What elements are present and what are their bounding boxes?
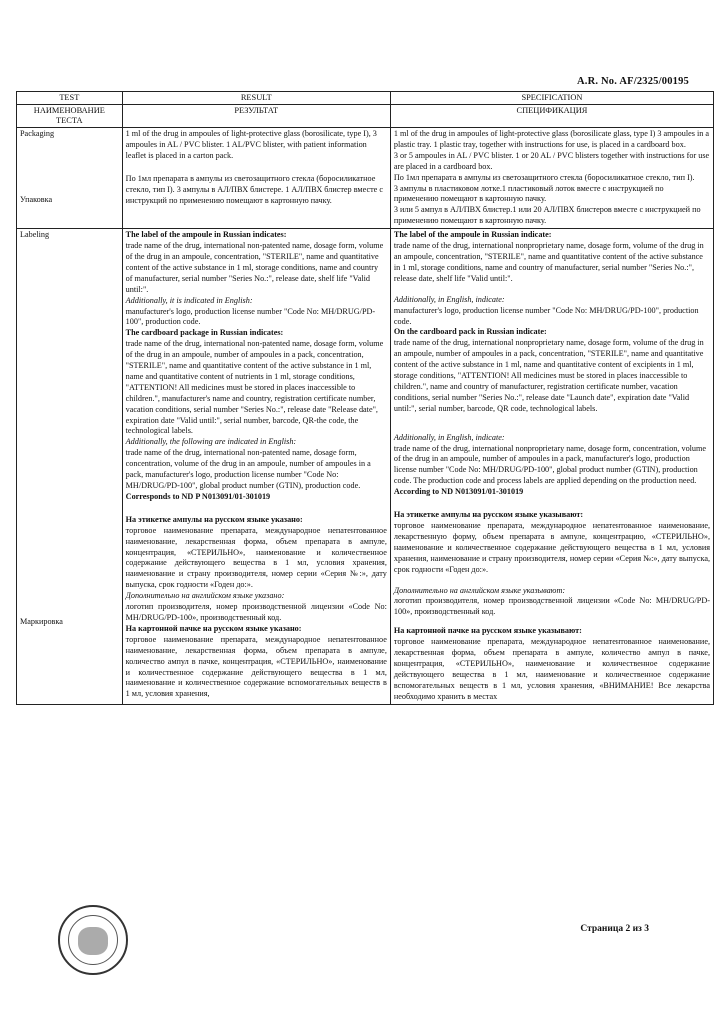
spec-english-1: manufacturer's logo, production license number "Code No: MH/DRUG/PD-100", production code. [393,305,699,326]
header-row-en [17,92,714,105]
labeling-spec-cell [390,229,713,704]
result-ru-ampoule-text: торговое наименование препарата, международное непатентованное наименование, лекарственная форма, объем препарата в ампуле, концентрация, «СТЕРИЛЬНО», наименование и количественное содержание действующего вещества в 1 мл, условия хранения, наименование и страну производителя, номер серии «Серия №:», дату выпуска, срок годности «Годен до:». [125,525,387,590]
result-ru-additionally: Дополнительно на английском языке указано: [125,591,285,601]
labeling-label-ru: Маркировка [20,617,63,627]
spec-additionally-2: Additionally, in English, indicate: [393,432,505,442]
result-ru-english: логотип производителя, номер производственной лицензии «Code No: MH/DRUG/PD-100», производственный код. [125,602,387,622]
spec-ru-ampoule-heading: На этикетке ампулы на русском языке указывают: [393,510,584,520]
packaging-spec-ru-1: По 1мл препарата в ампулы из светозащитного стекла (боросиликатное стекло, тип I). [393,172,695,182]
spec-cardboard-heading: On the cardboard pack in Russian indicate: [393,327,547,337]
spec-ru-carton-text: торговое наименование препарата, международное непатентованное наименование, лекарственная форма, объем препарата в ампуле, количество ампул в пачке, концентрация, «СТЕРИЛЬНО», наименование и количественное содержание действующего вещества в 1 мл, наименование и количественное содержание вспомогательных веществ в 1 мл, условия хранения, «ВНИМАНИЕ! Все лекарства необходимо хранить в местах [393,637,710,701]
packaging-spec-cell [390,128,713,229]
labeling-result-cell [122,229,390,704]
result-cardboard-heading: The cardboard package in Russian indicates: [125,328,284,338]
header-test-ru: НАИМЕНОВАНИЕ ТЕСТА [17,105,123,128]
packaging-label-ru: Упаковка [20,194,53,204]
page-number: Страница 2 из 3 [580,924,649,934]
result-additionally-2: Additionally, the following are indicated in English: [125,437,297,447]
spec-additionally-1: Additionally, in English, indicate: [393,294,505,304]
packaging-spec-ru-3: 3 или 5 ампул в АЛ/ПВХ блистер.1 или 20 АЛ/ПВХ блистеров вместе с инструкцией по применению помещают в картонную пачку. [393,205,701,226]
result-additionally-1: Additionally, it is indicated in English: [125,295,253,305]
result-ampoule-text: trade name of the drug, international non-patented name, dosage form, volume of the drug in an ampoule, concentration, "STERILE", name and quantitative content of the active substance in 1 ml, storage conditions, name and country of manufacturer, serial number "Series No.:", release date, shelf life "Valid until:". [125,241,384,294]
spec-ampoule-heading: The label of the ampoule in Russian indicate: [393,230,552,240]
spec-ru-english: логотип производителя, номер производственной лицензии «Code No: MH/DRUG/PD-100», производственный код. [393,596,710,617]
official-stamp [58,905,128,975]
header-specification-ru: СПЕЦИФИКАЦИЯ [390,105,713,128]
result-ru-carton-heading: На картонной пачке на русском языке указано: [125,623,302,633]
header-row-ru [17,105,714,128]
packaging-spec-ru-2: 3 ампулы в пластиковом лотке.1 пластиковый лоток вместе с инструкцией по применению помещают в картонную пачку. [393,183,664,204]
spec-cardboard-text: trade name of the drug, international nonproprietary name, dosage form, volume of the drug in an ampoule, number of ampoules in a pack, concentration, "STERILE", name and quantitative content of the active substance in 1 ml, name and quantitative content of excipients in 1 ml, storage conditions, "ATTENTION! All medicines must be stored in places inaccessible to children.", name and country of manufacturer, registration certificate number, vacation conditions, serial number "Series No.:", release date "Launch date", expiration date "Valid until:", serial number, barcode, QR code, technological labels. [393,338,704,413]
result-cardboard-text: trade name of the drug, international non-patented name, dosage form, volume of the drug in an ampoule, number of ampoules in a pack, concentration, "STERILE", name and quantitative content of the active substance in 1 ml, name and quantitative content of nutrients in 1 ml, storage conditions, "ATTENTION! All medicines must be stored in places inaccessible to children.", manufacturer's name and country, registration certificate number, vacation conditions, serial number "Series No.:", release date "Release date", expiration date "Valid until:", serial number, barcode, QR-the code, the technological labels. [125,339,384,436]
result-english-2: trade name of the drug, international non-patented name, dosage form, concentration, volume of the drug in an ampoule, number of ampoules in a pack, manufacturer's logo, production license number "Code No: MH/DRUG/PD-100", global product number (GTIN), production code. [125,448,371,490]
result-english-1: manufacturer's logo, production license number "Code No: MH/DRUG/PD-100", production code. [125,306,376,327]
packaging-spec-en-2: 3 or 5 ampoules in AL / PVC blister. 1 or 20 AL / PVC blisters together with instructions for use are placed in a cardboard box. [393,150,710,171]
result-ampoule-heading: The label of the ampoule in Russian indicates: [125,230,287,240]
packaging-spec-en-1: 1 ml of the drug in ampoules of light-protective glass (borosilicate glass, type I) 3 ampoules in a plastic tray. 1 plastic tray, together with instructions for use, is placed in a cardboard box. [393,129,710,149]
packaging-label-cell [17,128,123,229]
spec-ru-carton-heading: На картонной пачке на русском языке указывают: [393,626,582,636]
header-result-ru: РЕЗУЛЬТАТ [122,105,390,128]
spec-ru-additionally: Дополнительно на английском языке указывают: [393,585,566,595]
packaging-result-ru: По 1мл препарата в ампулы из светозащитного стекла (боросиликатное стекло, тип I). 3 ампулы в АЛ/ПВХ блистере. 1 АЛ/ПВХ блистер вместе с инструкций по применению помещают в картонную пачку. [125,173,383,205]
labeling-label-cell [17,229,123,704]
spec-according: According to ND N013091/01-301019 [393,487,524,497]
result-ru-ampoule-heading: На этикетке ампулы на русском языке указано: [125,514,303,524]
packaging-result-cell [122,128,390,229]
header-specification: SPECIFICATION [390,92,713,105]
spec-ampoule-text: trade name of the drug, international nonproprietary name, dosage form, volume of the drug in an ampoule, concentration, "STERILE", name and quantitative content of the active substance in 1 ml, storage conditions, name and country of manufacturer, serial number "Series No.:", release date, shelf life "Valid until:". [393,241,704,283]
packaging-row [17,128,714,229]
header-test: TEST [17,92,123,105]
results-table [16,91,714,705]
packaging-result-en: 1 ml of the drug in ampoules of light-protective glass (borosilicate, type I), 3 ampoules in AL / PVC blister. 1 AL/PVC blister, with patient information leaflet is placed in a carton pack. [125,129,377,160]
result-ru-carton-text: торговое наименование препарата, международное непатентованное наименование, лекарственная форма, объем препарата в ампуле, количество ампул в пачке, концентрация, «СТЕРИЛЬНО», наименование и количественное содержание действующего вещества в 1 мл, наименование и количественное содержание вспомогательных веществ в 1 мл, условия хранения, [125,634,387,699]
spec-ru-ampoule-text: торговое наименование препарата, международное непатентованное наименование, лекарственную форму, объем препарата в ампуле, концентрацию, «СТЕРИЛЬНО», наименование и количественное содержание действующего вещества в 1 мл, условия хранения, наименование и страну производителя, номер серии «Серия №:», дату выпуска, срок годности «Годен до:». [393,521,710,574]
header-result: RESULT [122,92,390,105]
stamp-emblem [78,927,108,955]
labeling-label: Labeling [20,230,50,240]
ar-number: A.R. No. AF/2325/00195 [576,76,689,87]
result-corresponds: Corresponds to ND P N013091/01-301019 [125,491,271,501]
spec-english-2: trade name of the drug, international nonproprietary name, dosage form, concentration, volume of the drug in an ampoule, number of ampoules in a pack, manufacturer's logo, production license number "Code No: MH/DRUG/PD-100", global product number (GTIN), production code. The production code and process labels are applied depending on the production need. [393,443,707,486]
packaging-label: Packaging [20,129,55,138]
labeling-row [17,229,714,704]
